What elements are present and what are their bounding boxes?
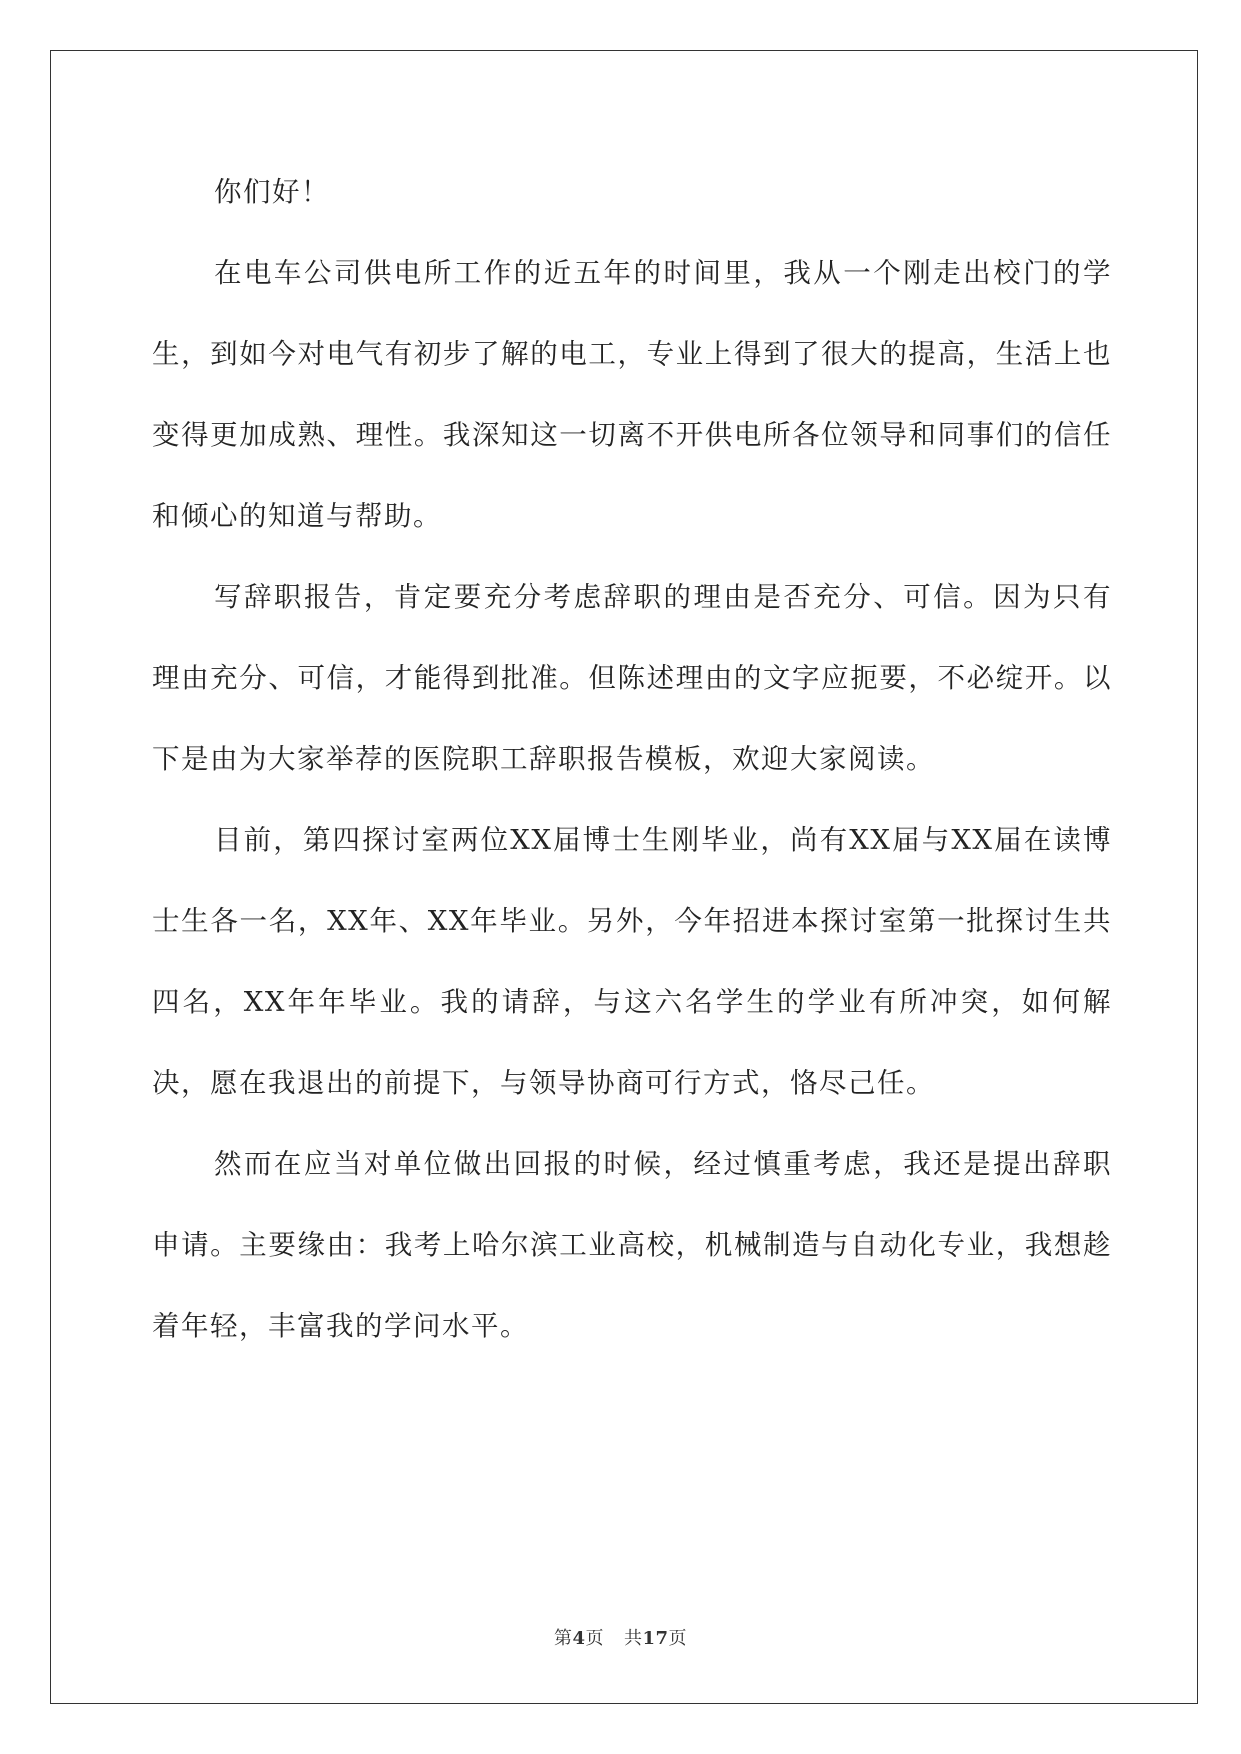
current-page-number: 4 [572,1628,586,1649]
page-prefix: 第 [553,1628,573,1649]
total-prefix: 共 [623,1628,643,1649]
paragraph-greeting: 你们好！ [214,176,330,208]
total-suffix: 页 [668,1628,688,1649]
paragraph-reason: 然而在应当对单位做出回报的时候，经过慎重考虑，我还是提出辞职申请。主要缘由：我考上哈尔滨工业高校，机械制造与自动化专业，我想趁着年轻，丰富我的学问水平。 [152,1148,1112,1342]
paragraph-students: 目前，第四探讨室两位XX届博士生刚毕业，尚有XX届与XX届在读博士生各一名，XX年、XX年毕业。另外，今年招进本探讨室第一批探讨生共四名，XX年年毕业。我的请辞，与这六名学生的学业有所冲突，如何解决，愿在我退出的前提下，与领导协商可行方式，恪尽己任。 [152,824,1112,1099]
paragraph-work-history: 在电车公司供电所工作的近五年的时间里，我从一个刚走出校门的学生，到如今对电气有初步了解的电工，专业上得到了很大的提高，生活上也变得更加成熟、理性。我深知这一切离不开供电所各位领导和同事们的信任和倾心的知道与帮助。 [152,257,1112,532]
paragraph-resignation-guidance: 写辞职报告，肯定要充分考虑辞职的理由是否充分、可信。因为只有理由充分、可信，才能得到批准。但陈述理由的文字应扼要，不必绽开。以下是由为大家举荐的医院职工辞职报告模板，欢迎大家阅读。 [152,581,1112,775]
document-body [152,152,1112,1367]
page-suffix: 页 [585,1628,604,1649]
total-page-count: 17 [642,1628,669,1649]
page-footer [0,1627,1241,1651]
